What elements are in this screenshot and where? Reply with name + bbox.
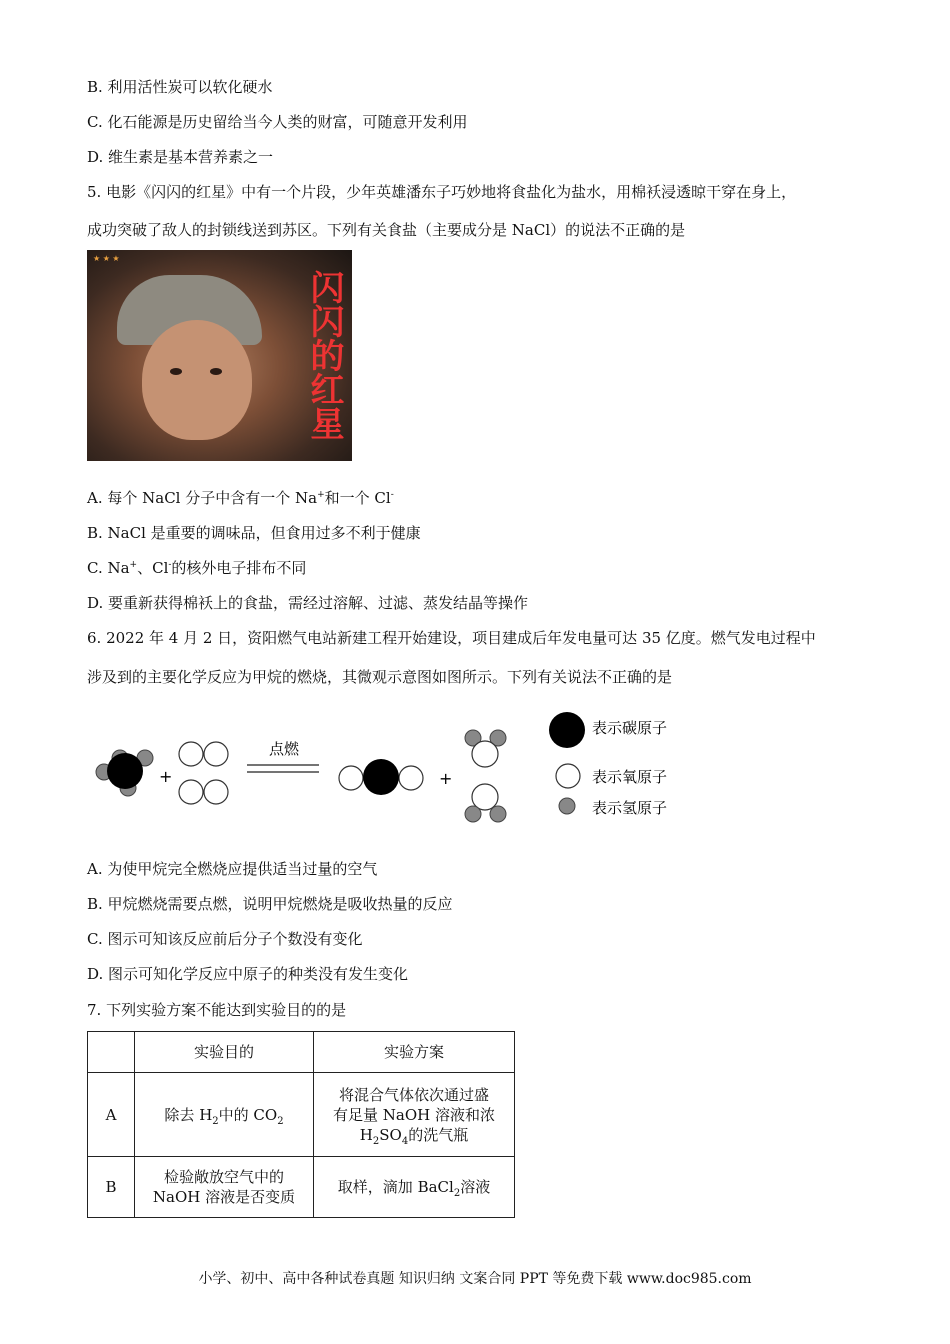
table-row bbox=[88, 1157, 515, 1218]
q5-stem-line1: 5. 电影《闪闪的红星》中有一个片段，少年英雄潘东子巧妙地将食盐化为盐水，用棉袄浸透晾干穿在身上， bbox=[87, 183, 797, 201]
methane-combustion-diagram bbox=[87, 700, 707, 840]
legend-carbon-label: 表示碳原子 bbox=[592, 719, 668, 737]
film-poster-image: ★ ★ ★ 闪闪的红星 bbox=[87, 250, 352, 461]
row-plan: 取样，滴加 BaCl$_2$溶液 bbox=[314, 1157, 515, 1218]
q5-option-b: B. NaCl 是重要的调味品，但食用过多不利于健康 bbox=[87, 524, 421, 542]
reaction-condition: 点燃 bbox=[269, 740, 300, 758]
oxygen-molecules bbox=[179, 742, 228, 804]
row-label: A bbox=[88, 1073, 135, 1157]
q6-option-b: B. 甲烷燃烧需要点燃，说明甲烷燃烧是吸收热量的反应 bbox=[87, 895, 453, 913]
q4-option-b: B. 利用活性炭可以软化硬水 bbox=[87, 78, 273, 96]
page-footer: 小学、初中、高中各种试卷真题 知识归纳 文案合同 PPT 等免费下载 www.doc985.com bbox=[198, 1271, 752, 1287]
methane-molecule bbox=[96, 750, 153, 796]
legend bbox=[549, 712, 667, 817]
row-label: B bbox=[88, 1157, 135, 1218]
q5-option-a: A. 每个 NaCl 分子中含有一个 Na+和一个 Cl- bbox=[87, 489, 394, 507]
row-purpose: 检验敞放空气中的 NaOH 溶液是否变质 bbox=[135, 1157, 314, 1218]
plus-sign-2: + bbox=[439, 769, 453, 788]
carbon-dioxide-molecule bbox=[339, 759, 423, 795]
plus-sign-1: + bbox=[159, 767, 173, 786]
q5-option-d: D. 要重新获得棉袄上的食盐，需经过溶解、过滤、蒸发结晶等操作 bbox=[87, 594, 529, 612]
legend-hydrogen-icon bbox=[559, 798, 575, 814]
experiment-table bbox=[87, 1031, 515, 1218]
q6-option-d: D. 图示可知化学反应中原子的种类没有发生变化 bbox=[87, 965, 409, 983]
table-header-row bbox=[88, 1032, 515, 1073]
water-molecule-1 bbox=[465, 730, 506, 767]
row-purpose: 除去 $H_2$中的 $CO_2$ bbox=[135, 1073, 314, 1157]
header-plan: 实验方案 bbox=[314, 1032, 515, 1073]
q5-stem-line2: 成功突破了敌人的封锁线送到苏区。下列有关食盐（主要成分是 NaCl）的说法不正确的是 bbox=[87, 221, 686, 239]
poster-title: 闪闪的红星 bbox=[304, 270, 344, 440]
q6-stem-line2: 涉及到的主要化学反应为甲烷的燃烧，其微观示意图如图所示。下列有关说法不正确的是 bbox=[87, 668, 673, 686]
q5-option-c: C. Na+、Cl-的核外电子排布不同 bbox=[87, 559, 307, 577]
q7-stem: 7. 下列实验方案不能达到实验目的的是 bbox=[87, 1001, 347, 1019]
legend-carbon-icon bbox=[549, 712, 585, 748]
q6-option-a: A. 为使甲烷完全燃烧应提供适当过量的空气 bbox=[87, 860, 378, 878]
legend-hydrogen-label: 表示氢原子 bbox=[592, 799, 668, 817]
q4-option-d: D. 维生素是基本营养素之一 bbox=[87, 148, 274, 166]
water-molecule-2 bbox=[465, 784, 506, 822]
header-purpose: 实验目的 bbox=[135, 1032, 314, 1073]
q6-stem-line1: 6. 2022 年 4 月 2 日，资阳燃气电站新建工程开始建设，项目建成后年发电量可达 35 亿度。燃气发电过程中 bbox=[87, 629, 816, 647]
table-row bbox=[88, 1073, 515, 1157]
legend-oxygen-icon bbox=[556, 764, 580, 788]
legend-oxygen-label: 表示氧原子 bbox=[592, 768, 668, 786]
q4-option-c: C. 化石能源是历史留给当今人类的财富，可随意开发利用 bbox=[87, 113, 468, 131]
row-plan: 将混合气体依次通过盛 有足量 NaOH 溶液和浓 $H_2SO_4$的洗气瓶 bbox=[314, 1073, 515, 1157]
q6-option-c: C. 图示可知该反应前后分子个数没有变化 bbox=[87, 930, 363, 948]
